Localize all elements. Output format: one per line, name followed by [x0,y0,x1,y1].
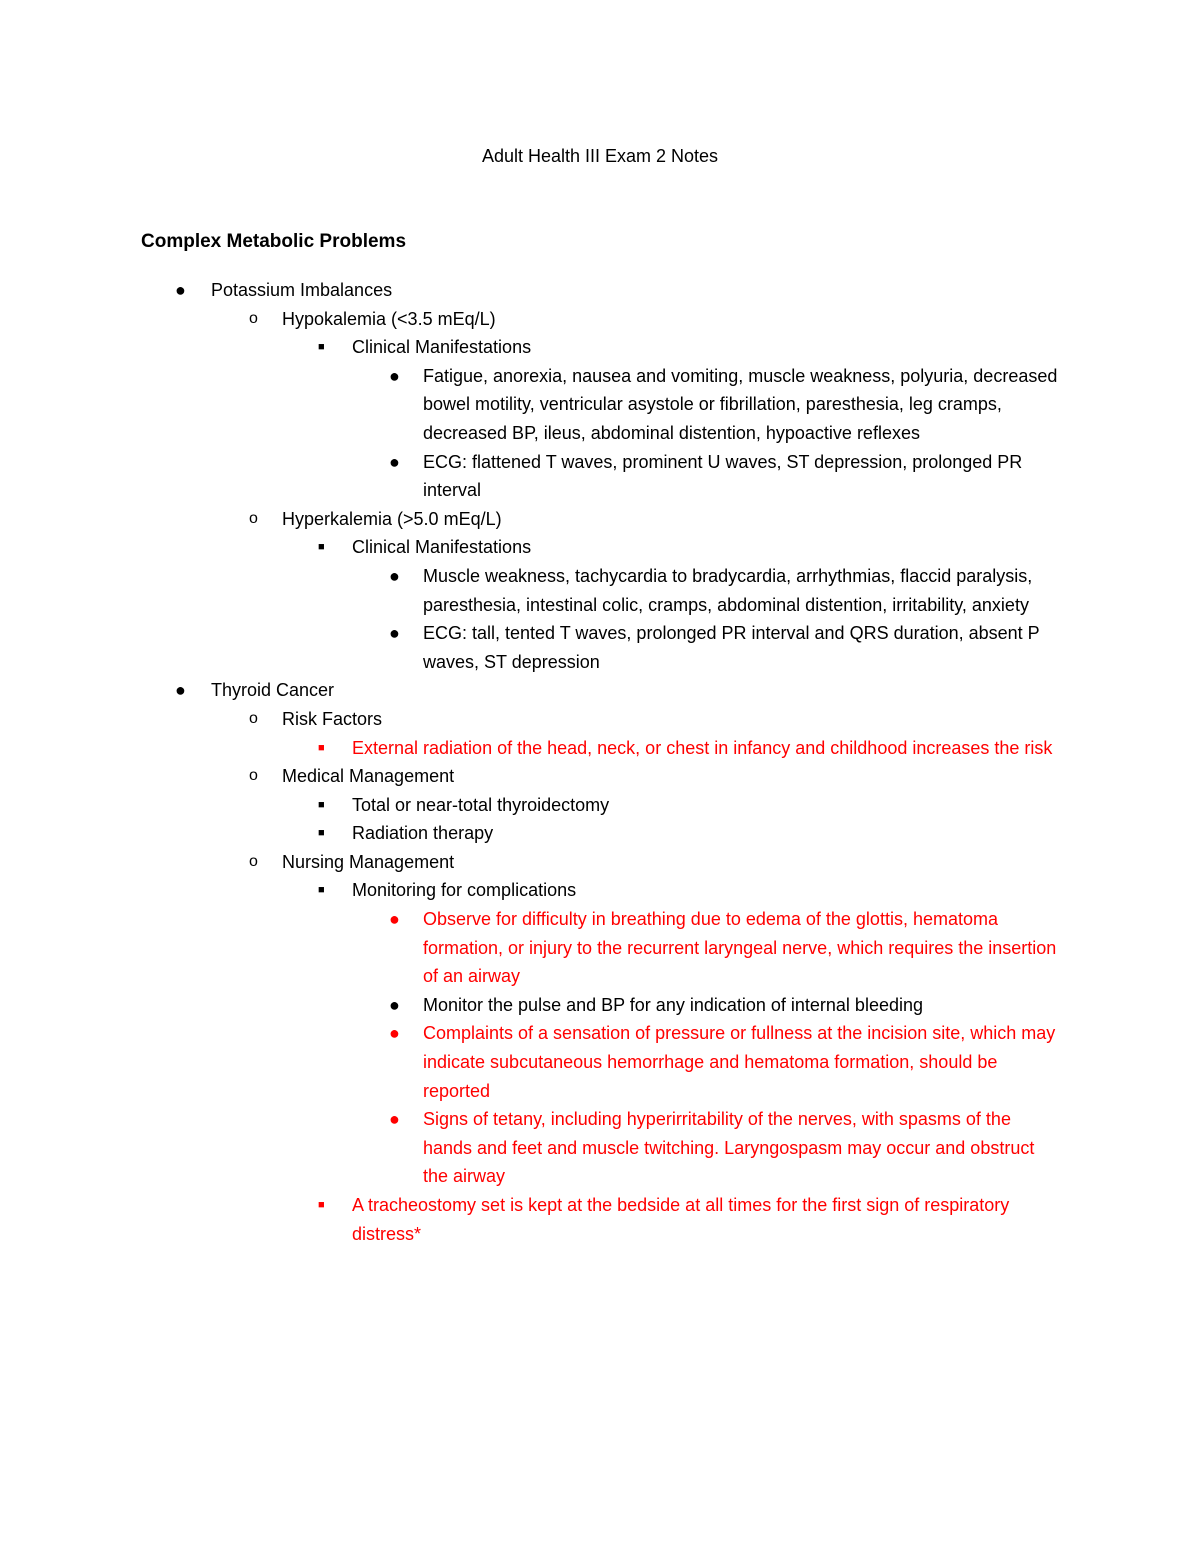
outline-item-text: ECG: flattened T waves, prominent U waves, ST depression, prolonged PR interval [423,451,1023,501]
bullet-marker: ● [389,1109,400,1130]
bullet-marker: o [249,309,258,327]
bullet-marker: o [249,767,258,785]
bullet-marker: ● [389,565,400,586]
outline-item-text: Muscle weakness, tachycardia to bradycardia, arrhythmias, flaccid paralysis, paresthesia, intestinal colic, cramps, abdominal distention, irritability, anxiety [423,565,1033,615]
outline-item-text: Nursing Management [282,851,455,872]
outline-item-level-3 [0,876,1062,905]
outline-item-level-3 [0,533,1062,562]
document-title: Adult Health III Exam 2 Notes [481,146,719,166]
outline-item-text: Thyroid Cancer [211,680,335,701]
bullet-marker: ● [389,1023,400,1044]
bullet-marker: ● [175,680,186,701]
outline-item-level-3 [0,819,1062,848]
bullet-marker: ● [389,623,400,644]
outline-item-level-4 [0,448,1063,505]
outline-item-text: Monitoring for complications [352,880,577,901]
outline-item-text: Signs of tetany, including hyperirritability of the nerves, with spasms of the hands and feet and muscle twitching. Laryngospasm may occur and obstruct the airway [423,1109,1035,1187]
outline-item-text: Observe for difficulty in breathing due to edema of the glottis, hematoma formation, or injury to the recurrent laryngeal nerve, which requires the insertion of an airway [423,909,1057,987]
outline-item-level-4 [0,905,1063,991]
outline-item-level-3 [0,734,1062,763]
outline-item-level-1 [0,676,1061,705]
bullet-marker: ■ [318,884,325,897]
outline-item-level-4 [0,991,1063,1020]
bullet-marker: o [249,509,258,527]
outline-item-level-2 [0,848,1062,877]
outline-item-level-3 [0,1191,1062,1248]
outline-item-level-4 [0,1019,1063,1105]
outline-item-level-4 [0,619,1063,676]
outline-item-text: Complaints of a sensation of pressure or fullness at the incision site, which may indicate subcutaneous hemorrhage and hematoma formation, should be reported [423,1023,1056,1101]
outline-item-text: Total or near-total thyroidectomy [352,794,610,815]
bullet-marker: ■ [318,1199,325,1211]
bullet-marker: ■ [318,798,325,811]
outline-item-text: Hypokalemia (<3.5 mEq/L) [282,308,496,329]
outline-item-text: External radiation of the head, neck, or chest in infancy and childhood increases the risk [352,737,1053,758]
bullet-marker: o [249,709,258,727]
outline-item-text: Fatigue, anorexia, nausea and vomiting, muscle weakness, polyuria, decreased bowel motility, ventricular asystole or fibrillation, paresthesia, leg cramps, decreased BP, ileus, abdominal distention, hypoactive reflexes [423,365,1058,443]
notes-outline [0,276,1200,1248]
bullet-marker: o [249,852,258,870]
outline-item-text: ECG: tall, tented T waves, prolonged PR interval and QRS duration, absent P waves, ST depression [423,623,1040,672]
outline-item-level-1 [0,276,1061,305]
outline-item-level-2 [0,762,1062,791]
bullet-marker: ■ [318,741,325,754]
outline-item-level-4 [0,362,1063,448]
outline-item-level-4 [0,1105,1063,1191]
outline-item-level-4 [0,562,1063,619]
outline-item-text: Radiation therapy [352,823,494,844]
bullet-marker: ● [175,280,186,300]
outline-item-text: Clinical Manifestations [352,537,532,558]
outline-item-level-2 [0,305,1062,334]
outline-item-text: Hyperkalemia (>5.0 mEq/L) [282,508,502,529]
outline-item-text: Monitor the pulse and BP for any indication of internal bleeding [423,994,923,1015]
outline-item-level-3 [0,333,1062,362]
outline-item-text: Medical Management [282,766,455,787]
outline-item-level-3 [0,791,1062,820]
bullet-marker: ● [389,909,400,930]
bullet-marker: ■ [318,827,325,840]
outline-item-text: Risk Factors [282,708,383,729]
bullet-marker: ■ [318,341,325,354]
outline-item-level-2 [0,705,1062,734]
section-heading: Complex Metabolic Problems [141,231,407,252]
outline-item-text: Clinical Manifestations [352,337,532,358]
outline-item-text: A tracheostomy set is kept at the bedside at all times for the first sign of respiratory distress* [352,1195,1010,1244]
bullet-marker: ● [389,994,400,1015]
bullet-marker: ● [389,365,400,386]
bullet-marker: ■ [318,541,325,554]
outline-item-text: Potassium Imbalances [211,280,393,300]
outline-item-level-2 [0,505,1062,534]
bullet-marker: ● [389,451,400,472]
